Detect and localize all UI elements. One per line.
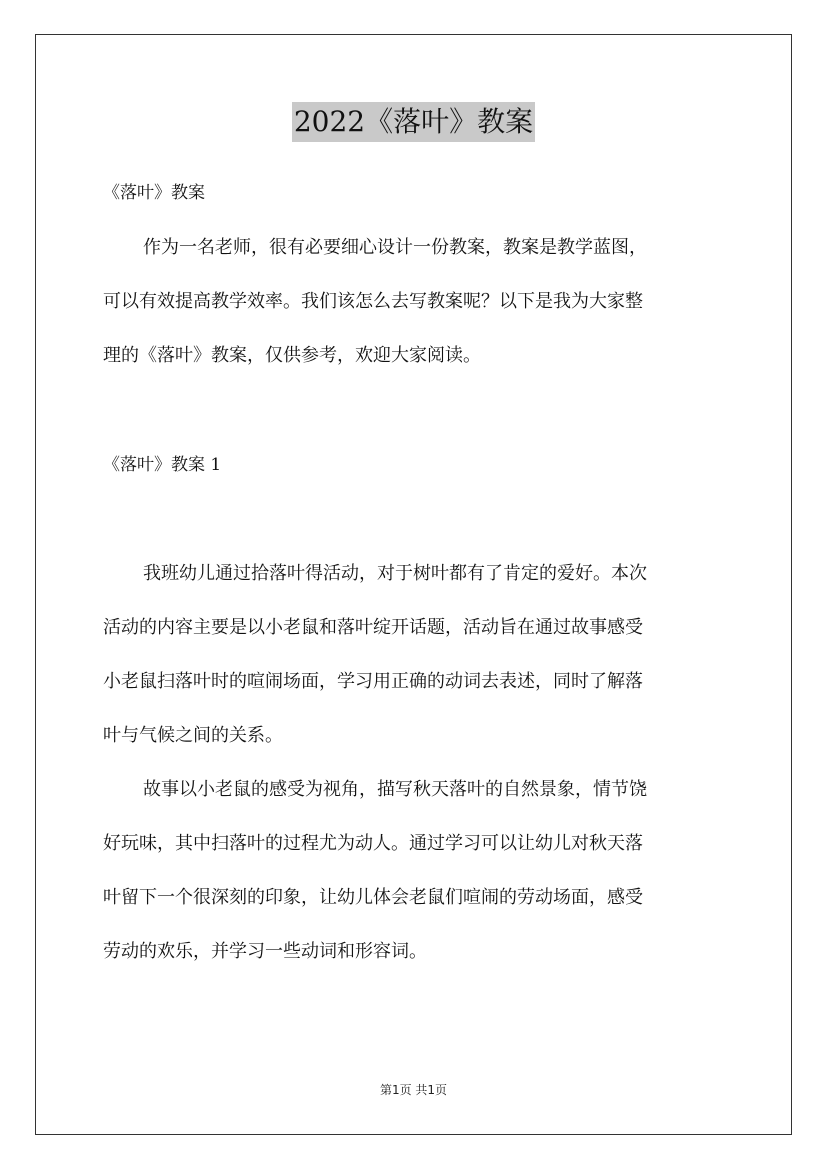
para1-line-3: 小老鼠扫落叶时的喧闹场面，学习用正确的动词去表述，同时了解落	[103, 671, 643, 692]
para1-line-2: 活动的内容主要是以小老鼠和落叶绽开话题，活动旨在通过故事感受	[103, 617, 643, 638]
document-title: 2022《落叶》教案	[292, 102, 535, 142]
intro-line-3: 理的《落叶》教案，仅供参考，欢迎大家阅读。	[103, 345, 481, 366]
section-heading: 《落叶》教案 1	[103, 455, 222, 475]
document-subtitle: 《落叶》教案	[103, 183, 205, 203]
para2-line-3: 叶留下一个很深刻的印象，让幼儿体会老鼠们喧闹的劳动场面，感受	[103, 887, 643, 908]
para1-line-4: 叶与气候之间的关系。	[103, 725, 283, 746]
para1-line-1: 我班幼儿通过拾落叶得活动，对于树叶都有了肯定的爱好。本次	[143, 563, 647, 584]
para2-line-2: 好玩味，其中扫落叶的过程尤为动人。通过学习可以让幼儿对秋天落	[103, 833, 643, 854]
title-container	[0, 102, 827, 142]
intro-line-2: 可以有效提高教学效率。我们该怎么去写教案呢？以下是我为大家整	[103, 291, 643, 312]
para2-line-1: 故事以小老鼠的感受为视角，描写秋天落叶的自然景象，情节饶	[143, 779, 647, 800]
intro-line-1: 作为一名老师，很有必要细心设计一份教案，教案是教学蓝图，	[143, 237, 647, 258]
para2-line-4: 劳动的欢乐，并学习一些动词和形容词。	[103, 941, 427, 962]
page-footer: 第1页 共1页	[379, 1083, 448, 1097]
